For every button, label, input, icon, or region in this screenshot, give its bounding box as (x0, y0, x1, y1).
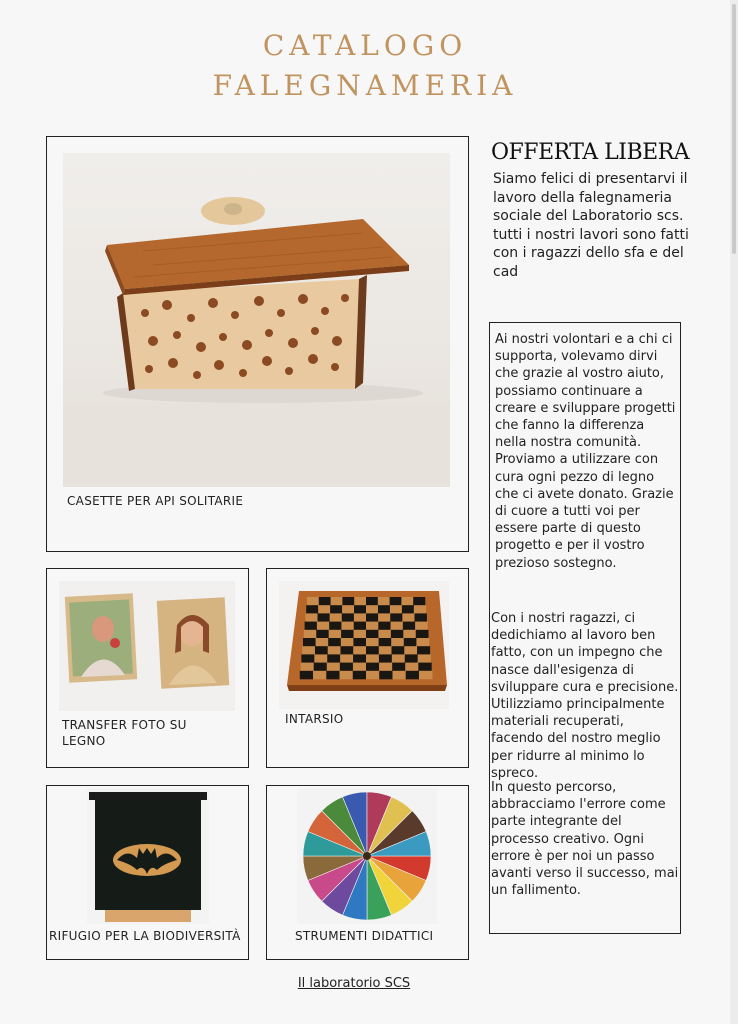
didactic-wheel-photo (297, 788, 437, 924)
bee-house-photo (63, 153, 450, 487)
bat-house-caption: RIFUGIO PER LA BIODIVERSITÀ (49, 929, 241, 943)
photo-transfer-caption: TRANSFER FOTO SU LEGNO (62, 718, 187, 748)
didactic-tools-caption: STRUMENTI DIDATTICI (295, 929, 434, 943)
product-card-photo-transfer (46, 568, 249, 768)
message-paragraph-1: Ai nostri volontari e a chi ci supporta, volevamo dirvi che grazie al vostro aiuto, possiamo continuare a creare e sviluppare progetti che fanno la differenza nella nostra comunità. Proviamo a utilizzare con cura ogni pezzo di legno che ci avete donato. Grazie di cuore a tutti voi per essere parte di questo progetto e per il vostro prezioso sostegno. (495, 332, 676, 571)
chessboard-photo (279, 581, 449, 709)
message-paragraph-3: In questo percorso, abbracciamo l'errore come parte integrante del processo creativo. Ogni errore è per noi un passo avanti verso il successo, mai un fallimento. (491, 780, 679, 899)
message-box (489, 322, 681, 934)
product-card-bat-house (46, 785, 249, 960)
product-card-intarsio (266, 568, 469, 768)
laboratorio-link[interactable]: Il laboratorio SCS (297, 976, 411, 991)
scrollbar[interactable] (730, 0, 738, 1024)
bee-house-caption: CASETTE PER API SOLITARIE (67, 494, 244, 508)
catalog-title-line2: FALEGNAMERIA (212, 69, 518, 102)
product-card-didactic-tools (266, 785, 469, 960)
scrollbar-thumb[interactable] (732, 4, 736, 254)
intarsio-caption: INTARSIO (285, 712, 344, 726)
bat-house-photo (87, 788, 209, 924)
offer-intro: Siamo felici di presentarvi il lavoro della falegnameria sociale del Laboratorio scs. tutti i nostri lavori sono fatti con i ragazzi dello sfa e del cad (493, 171, 689, 280)
offer-title: OFFERTA LIBERA (491, 140, 690, 165)
photo-transfer-photo (59, 581, 235, 711)
catalog-title-line1: CATALOGO (262, 29, 468, 62)
product-card-bee-house (46, 136, 469, 552)
message-paragraph-2: Con i nostri ragazzi, ci dedichiamo al lavoro ben fatto, con un impegno che nasce dall'esigenza di sviluppare cura e precisione. Utilizziamo principalmente materiali recuperati, facendo del nostro meglio per ridurre al minimo lo spreco. (491, 611, 679, 781)
